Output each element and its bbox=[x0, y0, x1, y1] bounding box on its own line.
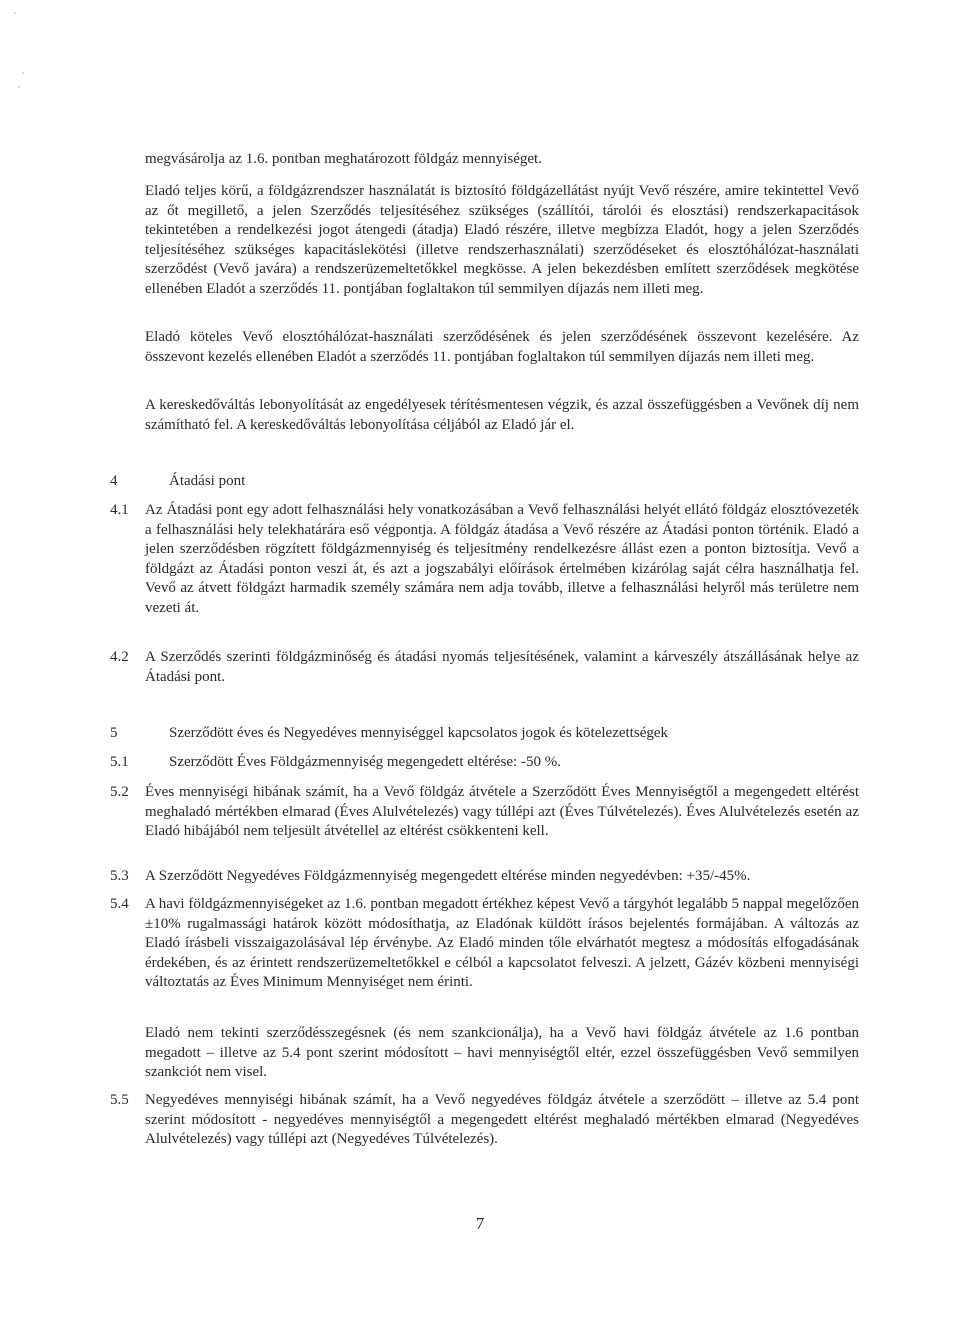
item-4-2-number: 4.2 bbox=[110, 649, 129, 665]
item-5-1-text: Szerződött Éves Földgázmennyiség megengedett eltérése: -50 %. bbox=[169, 754, 561, 770]
item-4-2-text: A Szerződés szerinti földgázminőség és átadási nyomás teljesítésének, valamint a kárveszély átszállásának helye az Átadási pont. bbox=[145, 649, 859, 685]
scan-speck bbox=[22, 72, 24, 74]
page-number: 7 bbox=[475, 1214, 485, 1233]
scan-speck bbox=[18, 86, 20, 88]
intro-paragraph-2: Eladó köteles Vevő elosztóhálózat-használati szerződésének és jelen szerződésének összevont kezelésére. Az összevont kezelés ellenében Eladót a szerződés 11. pontjában foglaltakon túl semmilyen díjazás nem illeti meg. bbox=[145, 329, 859, 365]
scan-speck bbox=[14, 12, 16, 14]
section-5-title: Szerződött éves és Negyedéves mennyiséggel kapcsolatos jogok és kötelezettségek bbox=[169, 725, 669, 741]
item-5-2-text: Éves mennyiségi hibának számít, ha a Vevő földgáz átvétele a Szerződött Éves Mennyiségtől a megengedett eltérést meghaladó mértékben elmarad (Éves Alulvételezés) vagy túllépi azt (Éves Túlvételezés). Éves Alulvételezés esetén az Eladó hibájából nem teljesült átvétellel az eltérést csökkenteni kell. bbox=[145, 784, 859, 840]
item-5-1-number: 5.1 bbox=[110, 754, 129, 770]
item-4-1-number: 4.1 bbox=[110, 502, 129, 518]
item-5-4-number: 5.4 bbox=[110, 896, 129, 912]
section-4-title: Átadási pont bbox=[169, 473, 246, 489]
section-4-number: 4 bbox=[110, 473, 118, 489]
item-5-4-extra-text: Eladó nem tekinti szerződésszegésnek (és nem szankcionálja), ha a Vevő havi földgáz átvétele az 1.6 pontban megadott – illetve az 5.4 pont szerint módosított – havi mennyiségtől eltér, ezzel összefüggésben Vevő semmilyen szankciót nem visel. bbox=[145, 1025, 859, 1081]
intro-line: megvásárolja az 1.6. pontban meghatározott földgáz mennyiséget. bbox=[145, 151, 542, 167]
item-4-1-text: Az Átadási pont egy adott felhasználási hely vonatkozásában a Vevő felhasználási helyét ellátó földgáz elosztóvezeték a felhasználási hely telekhatárára eső végpontja. A földgáz átadása a Vevő részére az Átadási ponton történik. Eladó a jelen szerződésben rögzített földgázmennyiség és teljesítmény rendelkezésre állást ezen a ponton biztosítja. Vevő a földgázt az Átadási ponton veszi át, és azt a jogszabályi előírások értelmében kizárólag saját célra használhatja fel. Vevő az átvett földgázt harmadik személy számára nem adja tovább, illetve a felhasználási helyről más területre nem vezeti át. bbox=[145, 502, 859, 616]
item-5-3-text: A Szerződött Negyedéves Földgázmennyiség megengedett eltérése minden negyedévben: +35/-45%. bbox=[145, 868, 751, 884]
intro-paragraph-1: Eladó teljes körű, a földgázrendszer használatát is biztosító földgázellátást nyújt Vevő részére, amire tekintettel Vevő az őt megillető, a jelen Szerződés teljesítéséhez szükséges (szállítói, tárolói és elosztási) rendszerkapacitások tekintetében a rendelkezési jogot átengedi (átadja) Eladó részére, illetve megbízza Eladót, hogy a jelen Szerződés teljesítéséhez szükséges kapacitáslekötési (illetve rendszerhasználati) szerződéseket és elosztóhálózat-használati szerződést (Vevő javára) a rendszerüzemeltetőkkel megkösse. A jelen bekezdésben említett szerződések megkötése ellenében Eladót a szerződés 11. pontjában foglaltakon túl semmilyen díjazás nem illeti meg. bbox=[145, 183, 859, 297]
item-5-5-text: Negyedéves mennyiségi hibának számít, ha a Vevő negyedéves földgáz átvétele a szerződött – illetve az 5.4 pont szerint módosított - negyedéves mennyiségtől a megengedett eltérést meghaladó mértékben elmarad (Negyedéves Alulvételezés) vagy túllépi azt (Negyedéves Túlvételezés). bbox=[145, 1092, 859, 1148]
item-5-4-text: A havi földgázmennyiségeket az 1.6. pontban megadott értékhez képest Vevő a tárgyhót legalább 5 nappal megelőzően ±10% rugalmassági határok között módosíthatja, az Eladónak küldött írásos bejelentés formájában. A változás az Eladó írásbeli visszaigazolásával lép érvénybe. Az Eladó minden tőle elvárhatót megtesz a módosítás elfogadásának érdekében, és az érintett rendszerüzemeltetőkkel e célból a kapcsolatot felveszi. A jelzett, Gázév közbeni mennyiségi változtatás az Éves Minimum Mennyiséget nem érinti. bbox=[145, 896, 859, 991]
item-5-3-number: 5.3 bbox=[110, 868, 129, 884]
item-5-2-number: 5.2 bbox=[110, 784, 129, 800]
section-5-number: 5 bbox=[110, 725, 118, 741]
item-5-5-number: 5.5 bbox=[110, 1092, 129, 1108]
intro-paragraph-3: A kereskedőváltás lebonyolítását az engedélyesek térítésmentesen végzik, és azzal összefüggésben a Vevőnek díj nem számítható fel. A kereskedőváltás lebonyolítása céljából az Eladó jár el. bbox=[145, 397, 859, 433]
